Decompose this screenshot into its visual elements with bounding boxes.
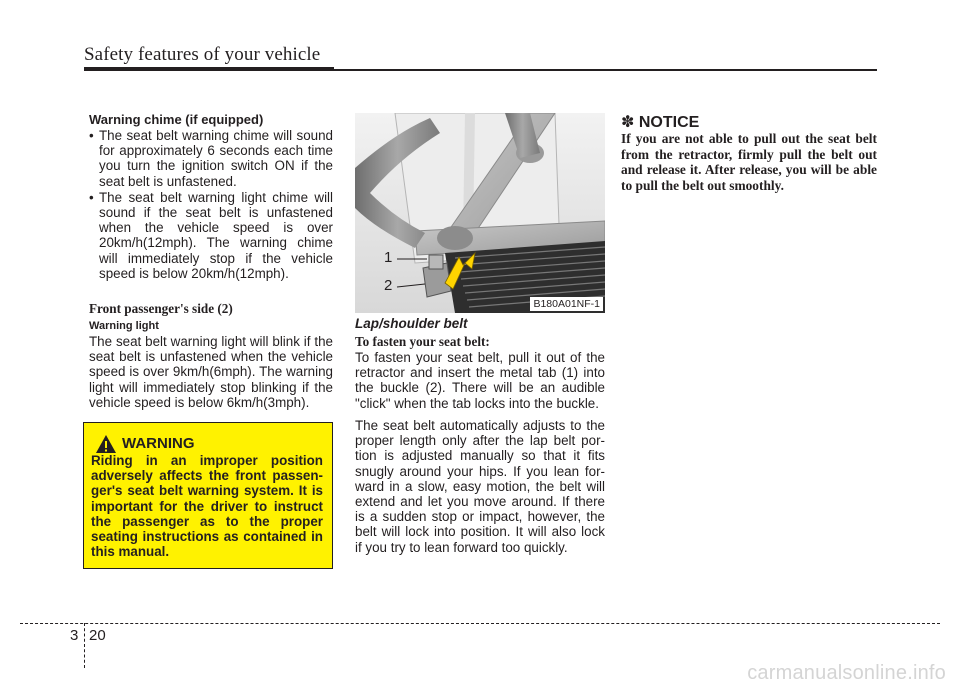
warning-box [83, 422, 333, 569]
figure-code: B180A01NF-1 [530, 297, 603, 311]
warning-text: Riding in an improper position adversely affects the front passen-ger's seat belt warning system. It is important for the driver to instruct the passenger as to the proper seating instructions as contained in this manual. [91, 453, 323, 560]
chime-heading: Warning chime (if equipped) [89, 112, 264, 127]
callout-label-1: 1 [384, 249, 393, 266]
warning-title: WARNING [122, 435, 195, 452]
list-item-text: The seat belt warning light chime will sound if the seat belt is unfastened when the vehicle speed is over 20km/h(12mph). The warning chime will immediately stop if the vehicle speed is below 20km/h(12mph). [99, 189, 333, 281]
header-rule-thin [334, 69, 877, 71]
seat-belt-illustration [355, 113, 605, 313]
warning-light-label: Warning light [89, 320, 159, 332]
fasten-paragraph-1: To fasten your seat belt, pull it out of the retractor and insert the metal tab (1) into the buckle (2). There will be an audible "click" when the tab locks into the buckle. [355, 350, 605, 411]
bullet-dot: • [89, 128, 94, 143]
notice-text: If you are not able to pull out the seat belt from the retractor, firmly pull the belt out and release it. After release, you will be able to pull the belt out smoothly. [621, 131, 877, 193]
page-header-title: Safety features of your vehicle [84, 44, 321, 65]
callout-label-2: 2 [384, 277, 393, 294]
watermark: carmanualsonline.info [747, 662, 946, 684]
fasten-heading: To fasten your seat belt: [355, 334, 490, 349]
footer-dashed-rule [20, 623, 940, 624]
chime-bullet-list [89, 128, 333, 281]
section-title: Lap/shoulder belt [355, 316, 468, 331]
header-rule-thick [84, 67, 334, 71]
passenger-paragraph: The seat belt warning light will blink if the seat belt is unfastened when the vehicle speed is over 9km/h(6mph). The warning light will immediately stop blinking if the vehicle speed is below 6km/h(3mph). [89, 334, 333, 410]
seat-belt-photo-graphic [355, 113, 605, 313]
bullet-dot: • [89, 189, 94, 205]
chapter-number: 3 [70, 627, 79, 644]
passenger-heading: Front passenger's side (2) [89, 301, 233, 316]
list-item [89, 190, 333, 281]
list-item [89, 128, 333, 189]
list-item-text: The seat belt warning chime will sound for approximately 6 seconds each time you turn the ignition switch ON if the seat belt is unfastened. [99, 128, 333, 189]
notice-heading: ✽ NOTICE [621, 114, 700, 131]
page-number: 20 [89, 627, 106, 644]
fasten-paragraph-2: The seat belt automatically adjusts to the proper length only after the lap belt por-tion is adjusted manually so that it fits snugly around your hips. If you lean for-ward in a slow, easy motion, the belt will extend and let you move around. If there is a sudden stop or impact, however, the belt will lock into position. It will also lock if you try to lean forward too quickly. [355, 418, 605, 555]
warning-triangle-icon [95, 434, 117, 454]
footer-dashed-divider [84, 623, 85, 668]
